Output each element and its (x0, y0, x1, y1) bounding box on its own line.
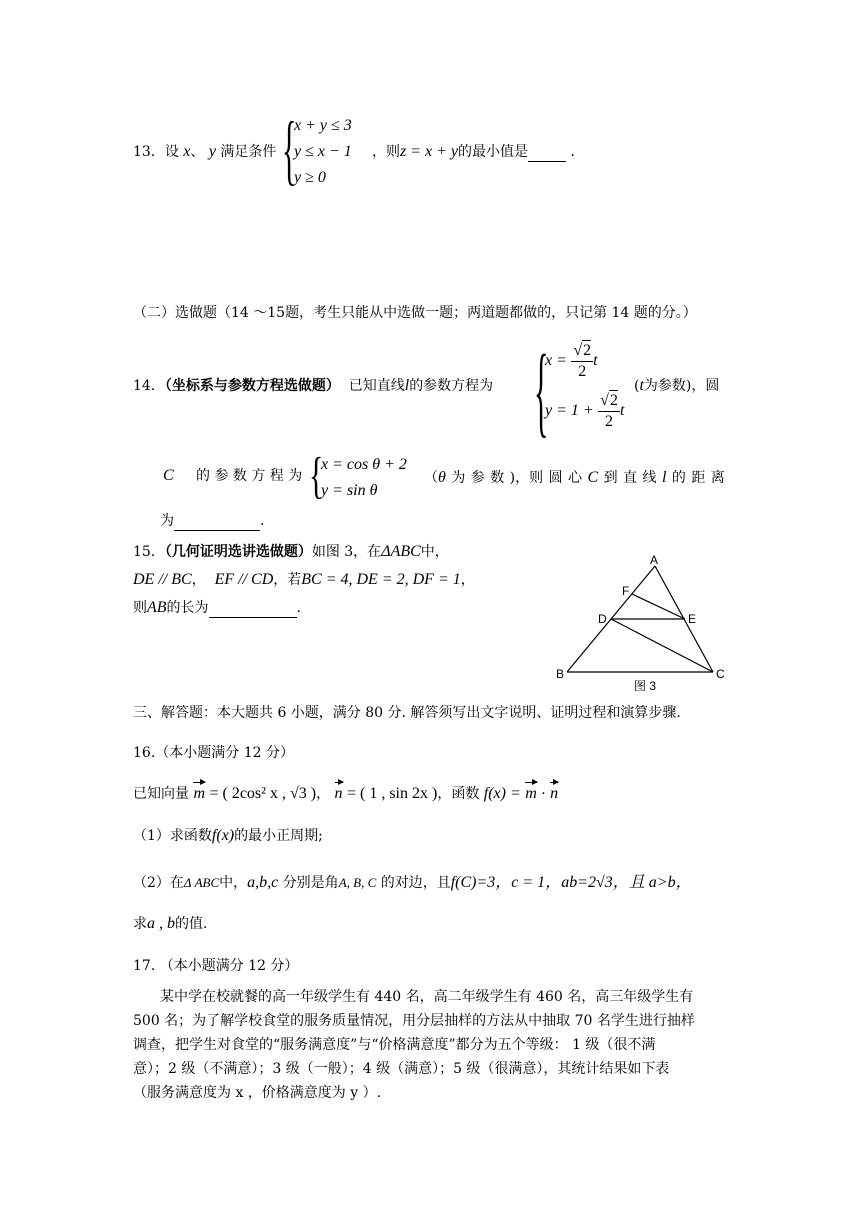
q16-function: f(x) = (483, 785, 521, 802)
figure-caption: 图 3 (634, 679, 657, 693)
q14-line: l (404, 377, 410, 394)
q13-sep: 、 (190, 144, 205, 160)
q14-line-l: l (661, 469, 667, 486)
q14-param-x: x = $\frac{√2}{2}$ t (545, 342, 598, 380)
q13-objective: z = x + y (400, 143, 459, 160)
point-c-label: C (716, 667, 725, 681)
q14-ask: 为 (160, 513, 174, 529)
q15-triangle: ΔABC (381, 543, 421, 560)
q17-title: 17. （本小题满分 12 分） (133, 958, 299, 974)
q17-line-2: 500 名；为了解学校食堂的服务质量情况，用分层抽样的方法从中抽取 70 名学生进行抽样 (133, 1013, 695, 1029)
point-b-label: B (556, 667, 565, 681)
q14-circle-eq1: x = cos θ + 2 (321, 456, 407, 473)
q15-tag: （几何证明选讲选做题） (164, 544, 312, 560)
q14-circle-eq2: y = sin θ (321, 482, 378, 499)
q14-answer-blank (174, 513, 260, 531)
point-d-label: D (598, 612, 607, 626)
q13-mid: ，则 (372, 144, 400, 160)
q15-parallel-2: EF // CD (214, 571, 274, 588)
q14-intro: 已知直线 (348, 378, 405, 394)
q14-param-t: t (639, 377, 644, 394)
q16-vector-n: n (334, 785, 343, 802)
point-f-label: F (622, 584, 630, 598)
point-e-label: E (688, 612, 697, 626)
q14-number: 14． (133, 378, 165, 394)
q15-figure (548, 552, 738, 694)
q13-condition-2: y ≤ x − 1 (294, 143, 352, 160)
q16-part-2: （2）在Δ ABC中，a,b,c 分别是角A, B, C 的对边，且f(C)=3，c = 1，ab=2√3，且 a>b， (133, 874, 692, 891)
q14-circle-brace: { (309, 448, 324, 505)
q14-param-y: y = 1 + $\frac{√2}{2}$ t (545, 392, 625, 430)
q15-number: 15． (133, 544, 165, 560)
q16-vector-m: m (193, 785, 206, 802)
q15-answer-blank (209, 600, 297, 618)
q17-line-1: 某中学在校就餐的高一年级学生有 440 名，高二年级学生有 460 名，高三年级学生有 (160, 989, 694, 1005)
q13-brace: { (282, 108, 297, 194)
q14-circle: C (163, 467, 174, 484)
q15-parallel-1: DE // BC (133, 571, 192, 588)
q17-line-4: 意）；2 级（不满意）；3 级（一般）；4 级（满意）；5 级（很满意），其统计结果如下表 (133, 1061, 670, 1077)
q13-condition-1: x + y ≤ 3 (294, 117, 352, 134)
q13-number: 13． (133, 144, 165, 160)
q17-line-5: （服务满意度为 x ，价格满意度为 y ）. (133, 1085, 382, 1101)
q13-cond-label: 满足条件 (220, 144, 277, 160)
q14-center: C (587, 469, 599, 486)
section3-header: 三、解答题：本大题共 6 小题，满分 80 分. 解答须写出文字说明、证明过程和演算步骤. (133, 705, 681, 721)
segment-dc (611, 619, 713, 672)
q16-title: 16.（本小题满分 12 分） (133, 745, 294, 761)
q15-values: BC = 4, DE = 2, DF = 1 (301, 571, 461, 588)
q14-circle-text: 的 参 数 方 程 为 (196, 468, 303, 484)
q13-intro: 设 (164, 144, 179, 160)
q16-part-2-ask: 求a , b的值． (133, 915, 217, 932)
q13-var-x: x (183, 143, 191, 160)
q15-ab: AB (147, 599, 167, 616)
q13-answer-blank (528, 144, 566, 162)
q13-ask: 的最小值是 (458, 144, 529, 160)
q14-param-label: 的参数方程为 (409, 378, 494, 394)
q13-condition-3: y ≥ 0 (294, 169, 326, 186)
point-a-label: A (650, 553, 659, 567)
q13-var-y: y (208, 143, 216, 160)
q14-tag: （坐标系与参数方程选做题） (164, 378, 340, 394)
q17-line-3: 调查，把学生对食堂的“服务满意度”与“价格满意度”都分为五个等级： 1 级（很不满 (133, 1037, 656, 1053)
q14-theta: θ (438, 469, 446, 486)
section2-header: （二）选做题（14 ～15题，考生只能从中选做一题；两道题都做的，只记第 14 题的分。） (133, 305, 697, 321)
q14-brace: { (534, 336, 549, 449)
q13-end: ． (570, 144, 585, 160)
q16-part-1: （1）求函数f(x)的最小正周期; (133, 827, 323, 844)
